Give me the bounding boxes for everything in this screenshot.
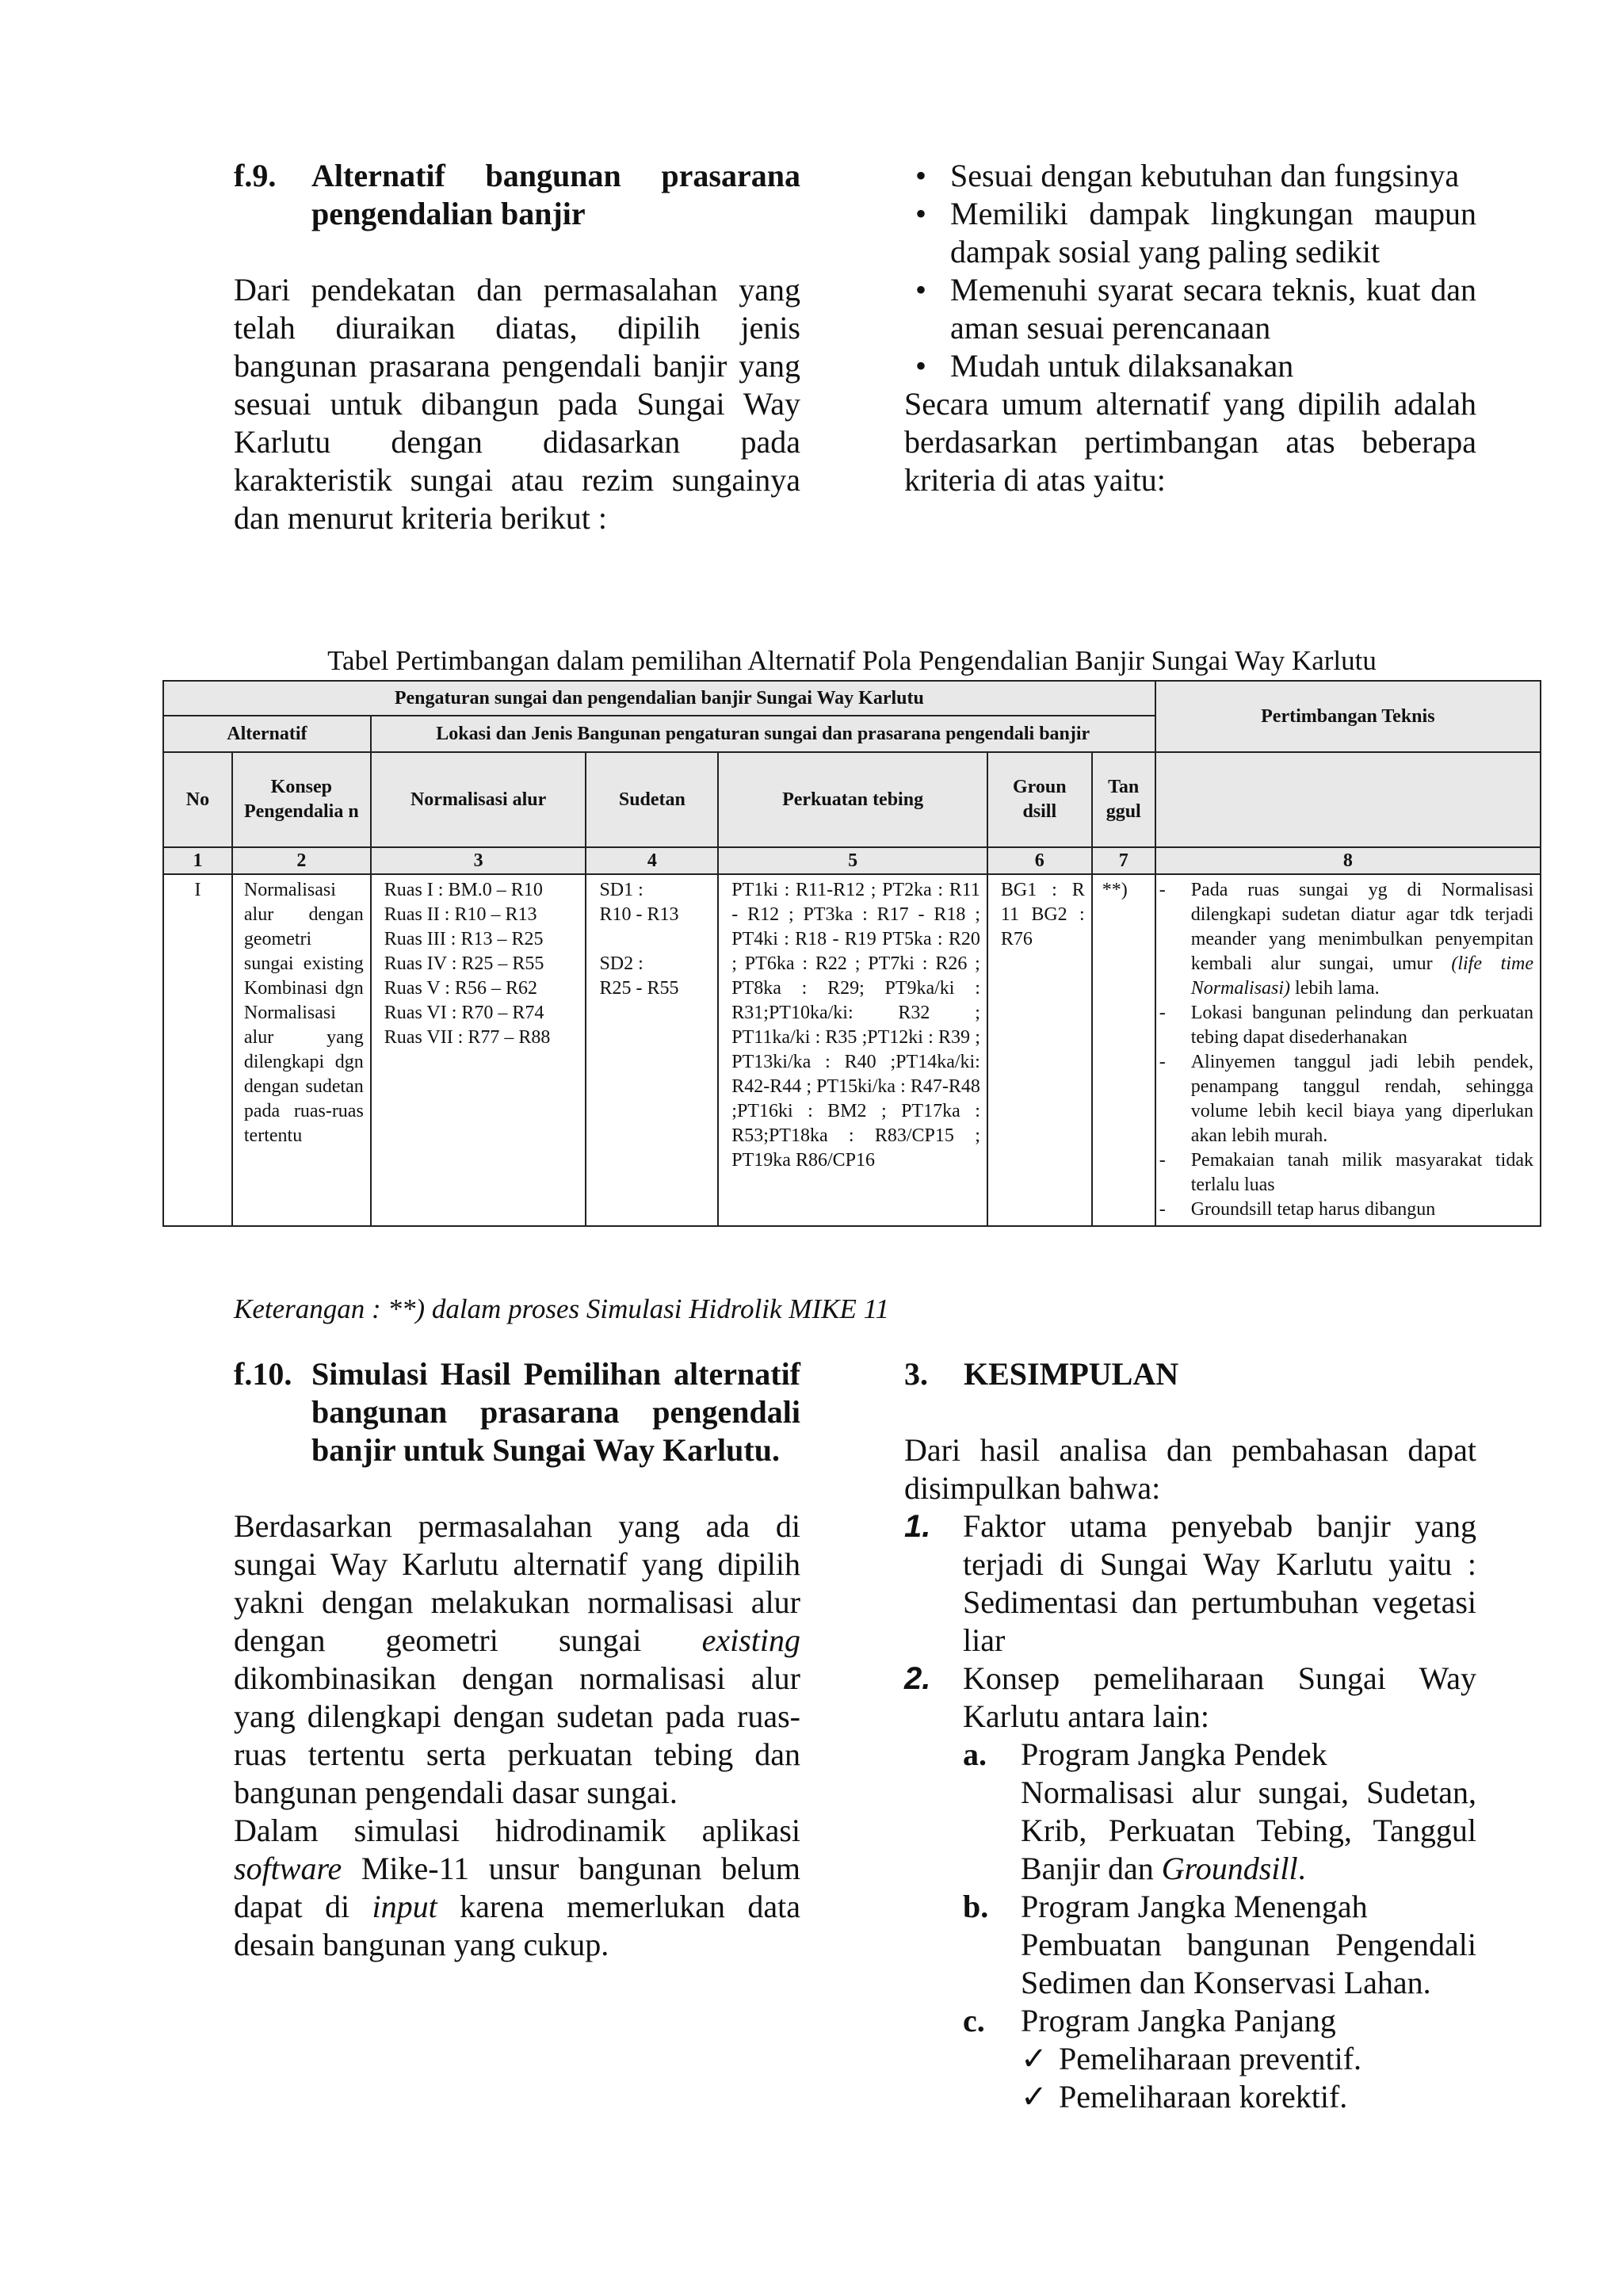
header-top: Pengaturan sungai dan pengendalian banjir Sungai Way Karlutu bbox=[163, 681, 1155, 716]
criteria-section bbox=[904, 157, 1476, 499]
cell-perkuatan: PT1ki : R11-R12 ; PT2ka : R11 - R12 ; PT3ka : R17 - R18 ; PT4ki : R18 - R19 PT5ka : R20 ; PT6ka : R22 ; PT7ki : R26 ; PT8ka : R29; PT9ka/ki : R31;PT10ka/ki: R32 ; PT11ka/ki : R35 ;PT12ki : R39 ; PT13ki/ka : R40 ;PT14ka/ki: R42-R44 ; PT15ki/ka : R47-R48 ;PT16ki : BM2 ; PT17ka : R53;PT18ka : R83/CP15 ; PT19ka R86/CP16 bbox=[718, 874, 987, 1226]
f10-title: Simulasi Hasil Pemilihan alternatif bangunan prasarana pengendali banjir untuk Sungai Way Karlutu. bbox=[311, 1356, 800, 1468]
f9-paragraph: Dari pendekatan dan permasalahan yang telah diuraikan diatas, dipilih jenis bangunan prasarana pengendali banjir yang sesuai untuk dibangun pada Sungai Way Karlutu dengan didasarkan pada karakteristik sungai atau rezim sungainya dan menurut kriteria berikut : bbox=[234, 272, 800, 536]
criteria-item: • Sesuai dengan kebutuhan dan fungsinya bbox=[904, 157, 1476, 195]
consideration-item: - Alinyemen tanggul jadi lebih pendek, penampang tanggul rendah, sehingga volume lebih kecil biaya yang diperlukan akan lebih murah. bbox=[1159, 1052, 1533, 1146]
col-number: 5 bbox=[718, 847, 987, 874]
check-icon: ✓ bbox=[1021, 2079, 1048, 2115]
consideration-item: - Pada ruas sungai yg di Normalisasi dilengkapi sudetan diatur agar tdk terjadi meander yang menimbulkan penyempitan kembali alur sungai, umur (life time Normalisasi) lebih lama. bbox=[1159, 880, 1533, 999]
col-perkuatan: Perkuatan tebing bbox=[718, 752, 987, 847]
check-item: ✓ Pemeliharaan korektif. bbox=[1021, 2079, 1348, 2115]
criteria-item: • Memenuhi syarat secara teknis, kuat dan aman sesuai perencanaan bbox=[904, 271, 1476, 347]
col-konsep: Konsep Pengendalia n bbox=[232, 752, 371, 847]
col-number: 6 bbox=[987, 847, 1092, 874]
check-item: ✓ Pemeliharaan preventif. bbox=[1021, 2041, 1362, 2076]
f10-paragraph-1: Berdasarkan permasalahan yang ada di sungai Way Karlutu alternatif yang dipilih yakni dengan melakukan normalisasi alur dengan geometri sungai existing dikombinasikan dengan normalisasi alur yang dilengkapi dengan sudetan pada ruas-ruas tertentu serta perkuatan tebing dan bangunan pengendali dasar sungai. bbox=[234, 1508, 800, 1810]
program-item: b. Program Jangka Menengah Pembuatan bangunan Pengendali Sedimen dan Konservasi Lahan. bbox=[963, 1889, 1476, 2000]
section-f9 bbox=[234, 157, 800, 537]
col-number: 4 bbox=[586, 847, 718, 874]
criteria-item: • Mudah untuk dilaksanakan bbox=[904, 347, 1476, 385]
col-no: No bbox=[163, 752, 232, 847]
col-number: 2 bbox=[232, 847, 371, 874]
criteria-closing: Secara umum alternatif yang dipilih adalah berdasarkan pertimbangan atas beberapa kriteria di atas yaitu: bbox=[904, 386, 1476, 498]
f10-heading bbox=[234, 1355, 800, 1469]
col-number: 8 bbox=[1155, 847, 1541, 874]
bullet-icon: • bbox=[915, 348, 927, 384]
program-item: c. Program Jangka Panjang ✓ Pemeliharaan preventif. ✓ Pemeliharaan korektif. bbox=[963, 2002, 1476, 2116]
bullet-icon: • bbox=[915, 272, 927, 308]
col-number: 7 bbox=[1092, 847, 1155, 874]
consideration-item: - Groundsill tetap harus dibangun bbox=[1159, 1199, 1436, 1220]
conclusion-heading bbox=[904, 1355, 1476, 1393]
table-note: Keterangan : **) dalam proses Simulasi Hidrolik MIKE 11 bbox=[234, 1293, 889, 1324]
check-icon: ✓ bbox=[1021, 2041, 1048, 2076]
cell-pertimbangan bbox=[1155, 874, 1541, 1226]
conclusion-item-1: 1. Faktor utama penyebab banjir yang terjadi di Sungai Way Karlutu yaitu : Sedimentasi dan pertumbuhan vegetasi liar bbox=[904, 1508, 1476, 1658]
f9-number: f.9. bbox=[234, 158, 277, 193]
conclusion-section bbox=[904, 1355, 1476, 2116]
f9-heading bbox=[234, 157, 800, 233]
conclusion-title: KESIMPULAN bbox=[964, 1356, 1179, 1392]
header-pertimbangan: Pertimbangan Teknis bbox=[1155, 681, 1541, 752]
f10-number: f.10. bbox=[234, 1356, 292, 1392]
col-number: 1 bbox=[163, 847, 232, 874]
cell-groundsill: BG1 : R 11 BG2 : R76 bbox=[987, 874, 1092, 1226]
criteria-list bbox=[904, 157, 1476, 385]
cell-konsep: Normalisasi alur dengan geometri sungai existing Kombinasi dgn Normalisasi alur yang dilengkapi dgn dengan sudetan pada ruas-ruas tertentu bbox=[232, 874, 371, 1226]
program-item: a. Program Jangka Pendek Normalisasi alur sungai, Sudetan, Krib, Perkuatan Tebing, Tanggul Banjir dan Groundsill. bbox=[963, 1736, 1476, 1886]
f10-paragraph-2: Dalam simulasi hidrodinamik aplikasi software Mike-11 unsur bangunan belum dapat di input karena memerlukan data desain bangunan yang cukup. bbox=[234, 1813, 801, 1962]
conclusion-item-2: 2. Konsep pemeliharaan Sungai Way Karlutu antara lain: bbox=[904, 1660, 1476, 1734]
col-tanggul: Tan ggul bbox=[1092, 752, 1155, 847]
criteria-item: • Memiliki dampak lingkungan maupun dampak sosial yang paling sedikit bbox=[904, 195, 1476, 271]
cell-no: I bbox=[163, 874, 232, 1226]
header-lokasi: Lokasi dan Jenis Bangunan pengaturan sungai dan prasarana pengendali banjir bbox=[371, 716, 1155, 752]
conclusion-number: 3. bbox=[904, 1356, 928, 1392]
header-alternatif: Alternatif bbox=[163, 716, 371, 752]
table-row bbox=[163, 874, 1541, 1226]
bullet-icon: • bbox=[915, 196, 927, 231]
program-list bbox=[904, 1736, 1476, 2116]
cell-normalisasi: Ruas I : BM.0 – R10 Ruas II : R10 – R13 Ruas III : R13 – R25 Ruas IV : R25 – R55 Ruas V : R56 – R62 Ruas VI : R70 – R74 Ruas VII : R77 – R88 bbox=[371, 874, 586, 1226]
cell-tanggul: **) bbox=[1092, 874, 1155, 1226]
consideration-item: - Pemakaian tanah milik masyarakat tidak terlalu luas bbox=[1159, 1150, 1533, 1195]
col-groundsill: Groun dsill bbox=[987, 752, 1092, 847]
f9-title: Alternatif bangunan prasarana pengendalian banjir bbox=[311, 158, 800, 231]
bullet-icon: • bbox=[915, 158, 927, 193]
conclusion-intro: Dari hasil analisa dan pembahasan dapat disimpulkan bahwa: bbox=[904, 1432, 1476, 1506]
col-number: 3 bbox=[371, 847, 586, 874]
consideration-item: - Lokasi bangunan pelindung dan perkuatan tebing dapat disederhanakan bbox=[1159, 1003, 1533, 1048]
col-empty bbox=[1155, 752, 1541, 847]
table-caption: Tabel Pertimbangan dalam pemilihan Alternatif Pola Pengendalian Banjir Sungai Way Karlutu bbox=[327, 645, 1377, 676]
section-f10 bbox=[234, 1355, 800, 1964]
col-sudetan: Sudetan bbox=[586, 752, 718, 847]
col-normalisasi: Normalisasi alur bbox=[371, 752, 586, 847]
alternatives-table bbox=[162, 680, 1541, 1227]
cell-sudetan: SD1 : R10 - R13 SD2 : R25 - R55 bbox=[586, 874, 718, 1226]
